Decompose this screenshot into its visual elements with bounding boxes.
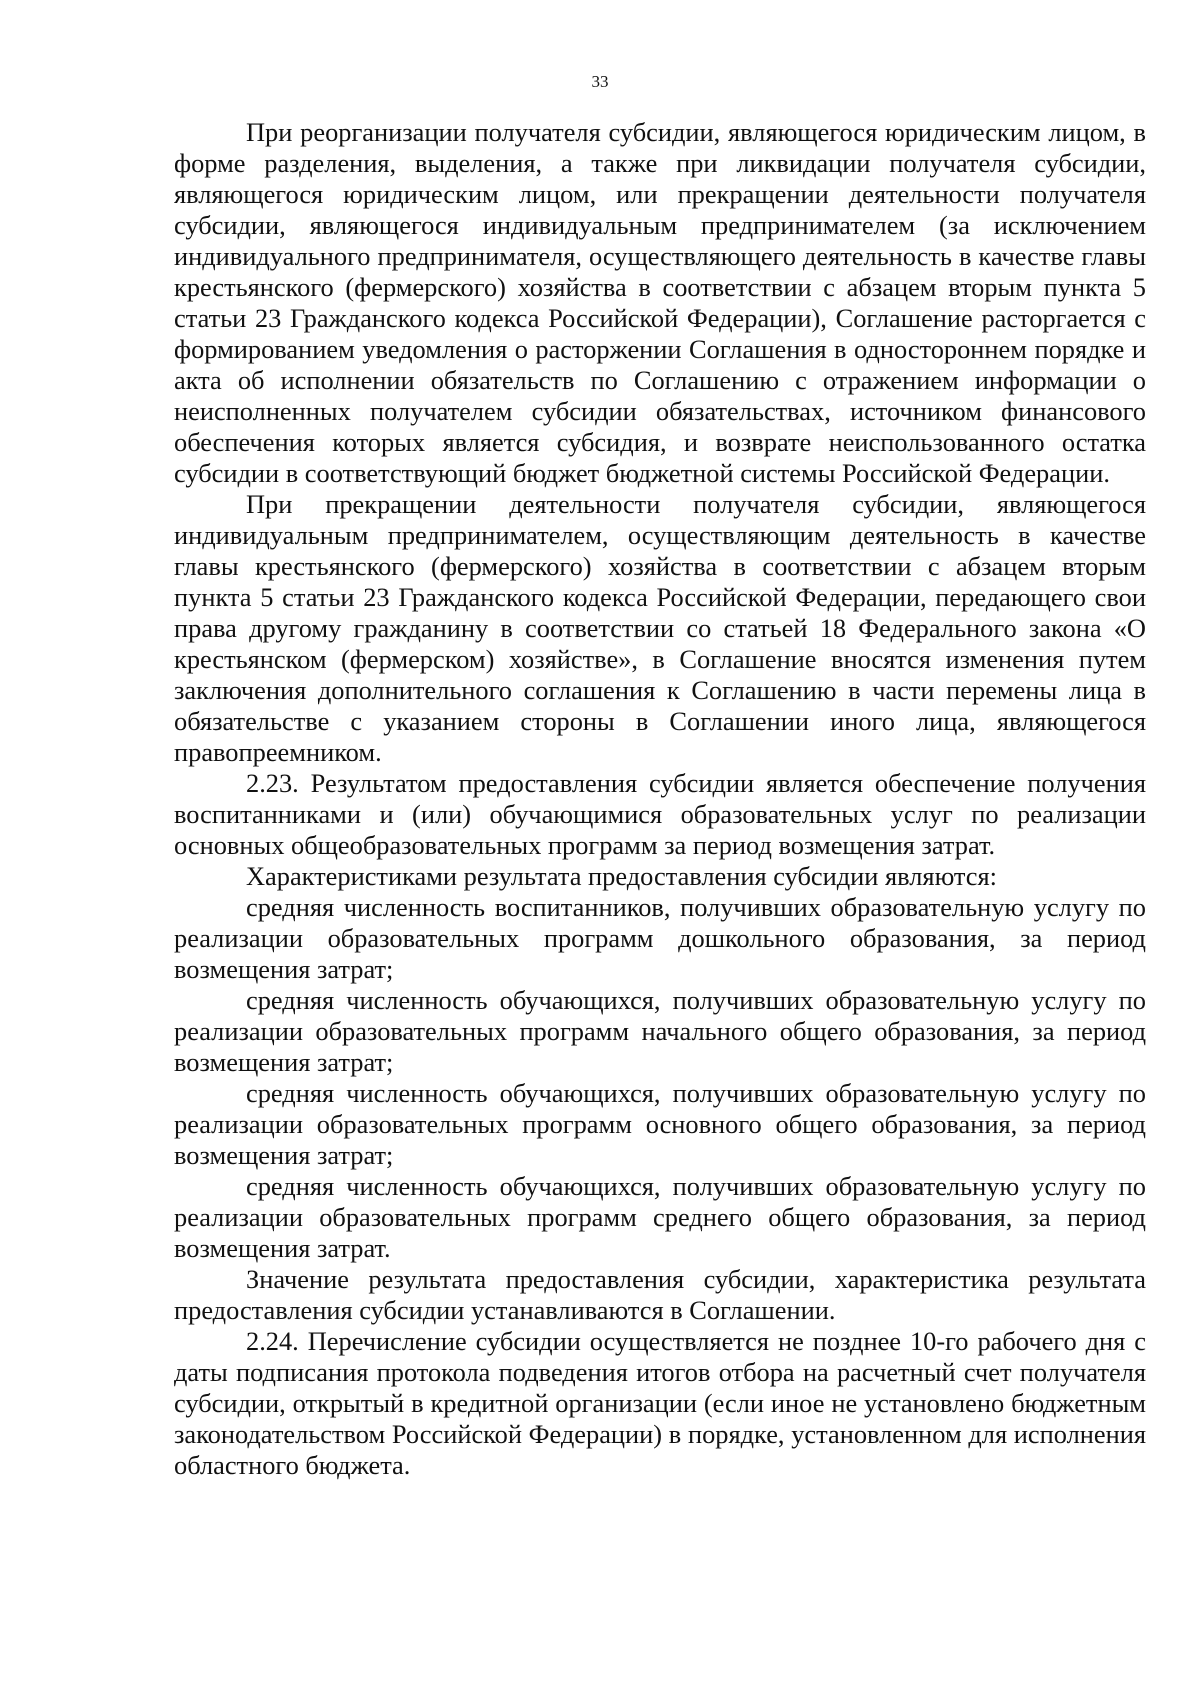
paragraph-basic-general-education: средняя численность обучающихся, получивших образовательную услугу по реализации образовательных программ основного общего образования, за период возмещения затрат; (174, 1078, 1146, 1170)
paragraph-2-24-transfer: 2.24. Перечисление субсидии осуществляется не позднее 10-го рабочего дня с даты подписания протокола подведения итогов отбора на расчетный счет получателя субсидии, открытый в кредитной организации (если иное не установлено бюджетным законодательством Российской Федерации) в порядке, установленном для исполнения областного бюджета. (174, 1326, 1146, 1480)
paragraph-primary-education: средняя численность обучающихся, получивших образовательную услугу по реализации образовательных программ начального общего образования, за период возмещения затрат; (174, 985, 1146, 1077)
paragraph-secondary-general-education: средняя численность обучающихся, получивших образовательную услугу по реализации образовательных программ среднего общего образования, за период возмещения затрат. (174, 1171, 1146, 1263)
paragraph-result-characteristics-intro: Характеристиками результата предоставления субсидии являются: (246, 861, 997, 891)
paragraph-reorganization: При реорганизации получателя субсидии, являющегося юридическим лицом, в форме разделения, выделения, а также при ликвидации получателя субсидии, являющегося юридическим лицом, или прекращении деятельности получателя субсидии, являющегося индивидуальным предпринимателем (за исключением индивидуального предпринимателя, осуществляющего деятельность в качестве главы крестьянского (фермерского) хозяйства в соответствии с абзацем вторым пункта 5 статьи 23 Гражданского кодекса Российской Федерации), Соглашение расторгается с формированием уведомления о расторжении Соглашения в одностороннем порядке и акта об исполнении обязательств по Соглашению с отражением информации о неисполненных получателем субсидии обязательствах, источником финансового обеспечения которых является субсидия, и возврате неиспользованного остатка субсидии в соответствующий бюджет бюджетной системы Российской Федерации. (174, 117, 1146, 488)
page-number: 33 (591, 72, 609, 91)
paragraph-preschool-pupils: средняя численность воспитанников, получивших образовательную услугу по реализации образовательных программ дошкольного образования, за период возмещения затрат; (174, 892, 1146, 984)
paragraph-termination-farmer: При прекращении деятельности получателя субсидии, являющегося индивидуальным предпринимателем, осуществляющим деятельность в качестве главы крестьянского (фермерского) хозяйства в соответствии с абзацем вторым пункта 5 статьи 23 Гражданского кодекса Российской Федерации, передающего свои права другому гражданину в соответствии со статьей 18 Федерального закона «О крестьянском (фермерском) хозяйстве», в Соглашение вносятся изменения путем заключения дополнительного соглашения к Соглашению в части перемены лица в обязательстве с указанием стороны в Соглашении иного лица, являющегося правопреемником. (174, 489, 1146, 767)
paragraph-result-value: Значение результата предоставления субсидии, характеристика результата предоставления субсидии устанавливаются в Соглашении. (174, 1264, 1146, 1325)
document-body (174, 117, 1146, 1481)
paragraph-2-23-result: 2.23. Результатом предоставления субсидии является обеспечение получения воспитанниками и (или) обучающимися образовательных услуг по реализации основных общеобразовательных программ за период возмещения затрат. (174, 768, 1146, 860)
